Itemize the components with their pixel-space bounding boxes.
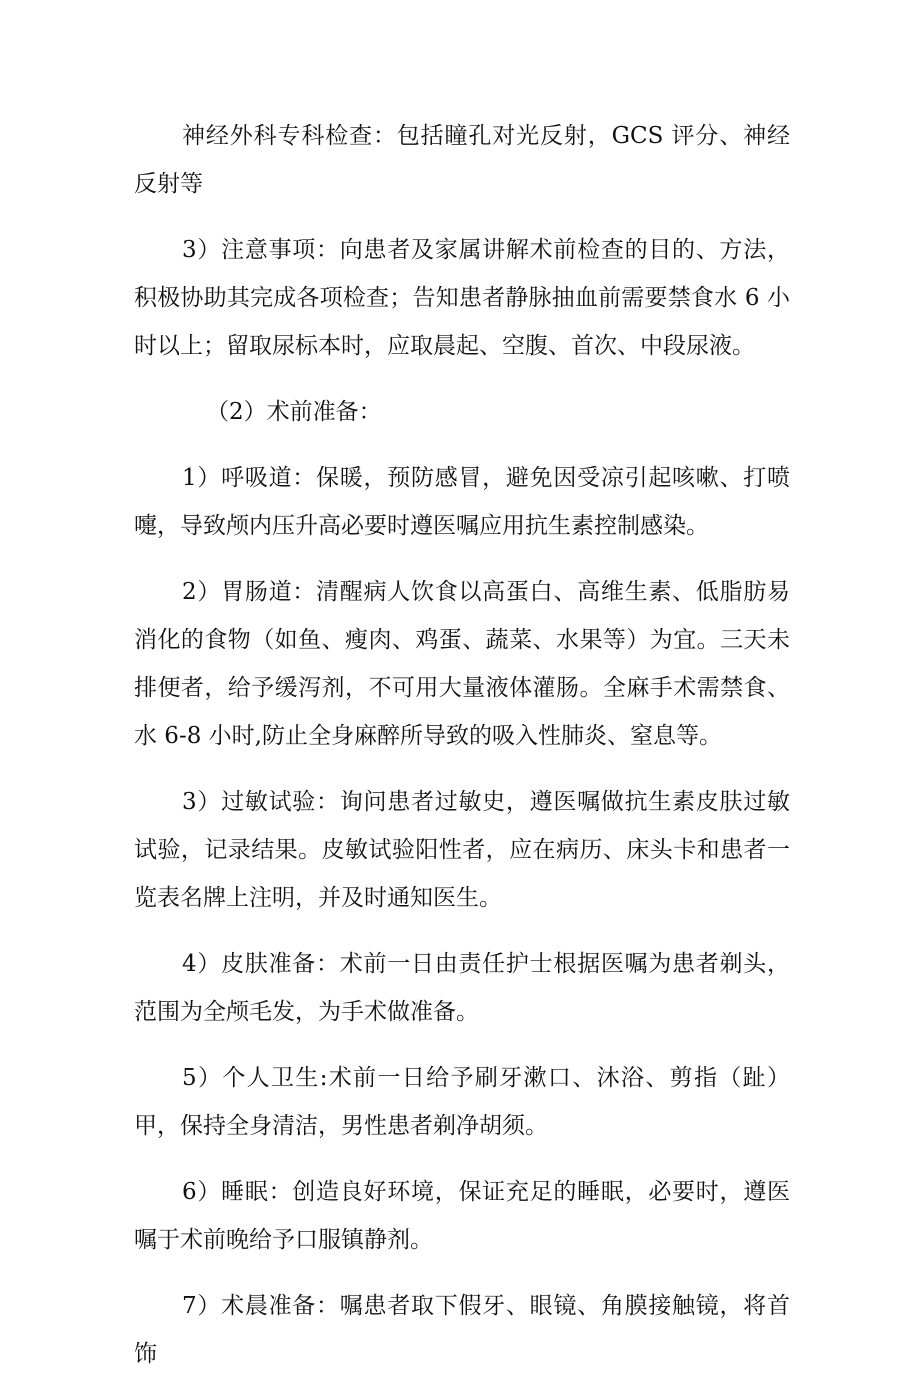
- paragraph-respiratory: 1）呼吸道：保暖，预防感冒，避免因受凉引起咳嗽、打喷嚏，导致颅内压升高必要时遵医嘱应用抗生素控制感染。: [134, 465, 790, 539]
- paragraph-morning-prep: 7）术晨准备：嘱患者取下假牙、眼镜、角膜接触镜，将首饰: [134, 1293, 790, 1367]
- paragraph-gastrointestinal: 2）胃肠道：清醒病人饮食以高蛋白、高维生素、低脂肪易消化的食物（如鱼、瘦肉、鸡蛋、蔬菜、水果等）为宜。三天未排便者，给予缓泻剂，不可用大量液体灌肠。全麻手术需禁食、水 6-8 小时,防止全身麻醉所导致的吸入性肺炎、窒息等。: [134, 579, 790, 749]
- paragraph-hygiene: 5）个人卫生:术前一日给予刷牙漱口、沐浴、剪指（趾）甲，保持全身清洁，男性患者剃净胡须。: [134, 1065, 790, 1139]
- paragraph-allergy-test: 3）过敏试验：询问患者过敏史，遵医嘱做抗生素皮肤过敏试验，记录结果。皮敏试验阳性者，应在病历、床头卡和患者一览表名牌上注明，并及时通知医生。: [134, 789, 790, 911]
- document-body: [134, 112, 790, 1396]
- section-heading-preop-prep: （2）术前准备：: [206, 399, 382, 425]
- paragraph-precautions: 3）注意事项：向患者及家属讲解术前检查的目的、方法，积极协助其完成各项检查；告知患者静脉抽血前需要禁食水 6 小时以上；留取尿标本时，应取晨起、空腹、首次、中段尿液。: [134, 237, 790, 359]
- paragraph-sleep: 6）睡眠：创造良好环境，保证充足的睡眠，必要时，遵医嘱于术前晚给予口服镇静剂。: [134, 1179, 790, 1253]
- paragraph-neuro-exam: 神经外科专科检查：包括瞳孔对光反射，GCS 评分、神经反射等: [134, 123, 790, 197]
- paragraph-skin-prep: 4）皮肤准备：术前一日由责任护士根据医嘱为患者剃头，范围为全颅毛发，为手术做准备。: [134, 951, 790, 1025]
